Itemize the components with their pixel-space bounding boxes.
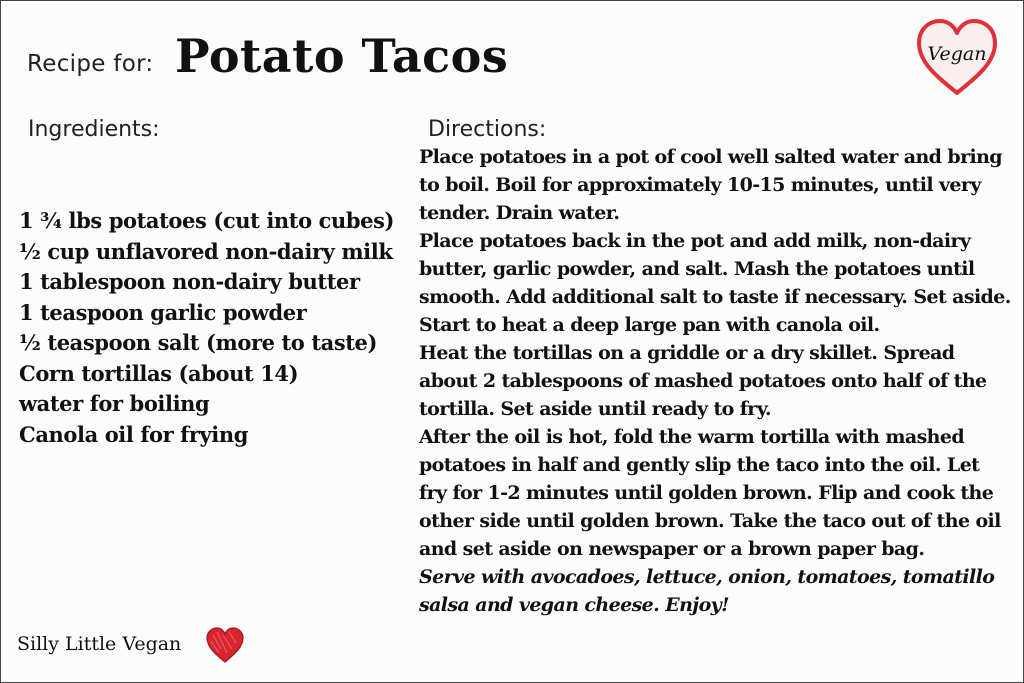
serving-note: Serve with avocadoes, lettuce, onion, tomatoes, tomatillo salsa and vegan cheese. Enjoy! bbox=[419, 566, 995, 616]
direction-step: Place potatoes back in the pot and add milk, non-dairy butter, garlic powder, and salt. Mash the potatoes until smooth. Add additional salt to taste if necessary. Set aside. bbox=[419, 230, 1011, 308]
ingredient-item: ½ teaspoon salt (more to taste) bbox=[19, 330, 378, 355]
ingredient-item: Corn tortillas (about 14) bbox=[19, 360, 299, 386]
ingredient-item: ½ cup unflavored non-dairy milk bbox=[19, 238, 393, 264]
brand-heart bbox=[205, 627, 245, 665]
direction-step: Heat the tortillas on a griddle or a dry skillet. Spread about 2 tablespoons of mashed potatoes onto half of the tortilla. Set aside until ready to fry. bbox=[419, 342, 987, 420]
recipe-for-label: Recipe for: bbox=[27, 51, 154, 77]
recipe-title: Potato Tacos bbox=[175, 29, 509, 83]
ingredient-item: 1 ¾ lbs potatoes (cut into cubes) bbox=[19, 208, 395, 233]
ingredients-list bbox=[19, 206, 394, 450]
direction-step: After the oil is hot, fold the warm tortilla with mashed potatoes in half and gently slip the taco into the oil. Let fry for 1-2 minutes until golden brown. Flip and cook the other side until golden brown. Take the taco out of the oil and set aside on newspaper or a brown paper bag. bbox=[419, 426, 1001, 560]
directions-body bbox=[419, 143, 1011, 619]
ingredients-heading: Ingredients: bbox=[28, 117, 160, 142]
brand-name: Silly Little Vegan bbox=[17, 633, 182, 655]
direction-step: Place potatoes in a pot of cool well salted water and bring to boil. Boil for approximately 10-15 minutes, until very tender. Drain water. bbox=[419, 146, 1002, 224]
direction-step: Start to heat a deep large pan with canola oil. bbox=[419, 314, 880, 336]
heart-icon bbox=[205, 627, 245, 665]
ingredient-item: 1 teaspoon garlic powder bbox=[19, 299, 307, 325]
ingredient-item: Canola oil for frying bbox=[19, 421, 249, 447]
ingredient-item: water for boiling bbox=[19, 391, 210, 416]
vegan-badge bbox=[913, 17, 1001, 99]
vegan-badge-label: Vegan bbox=[927, 43, 987, 65]
directions-heading: Directions: bbox=[428, 117, 547, 142]
ingredient-item: 1 tablespoon non-dairy butter bbox=[19, 269, 360, 294]
